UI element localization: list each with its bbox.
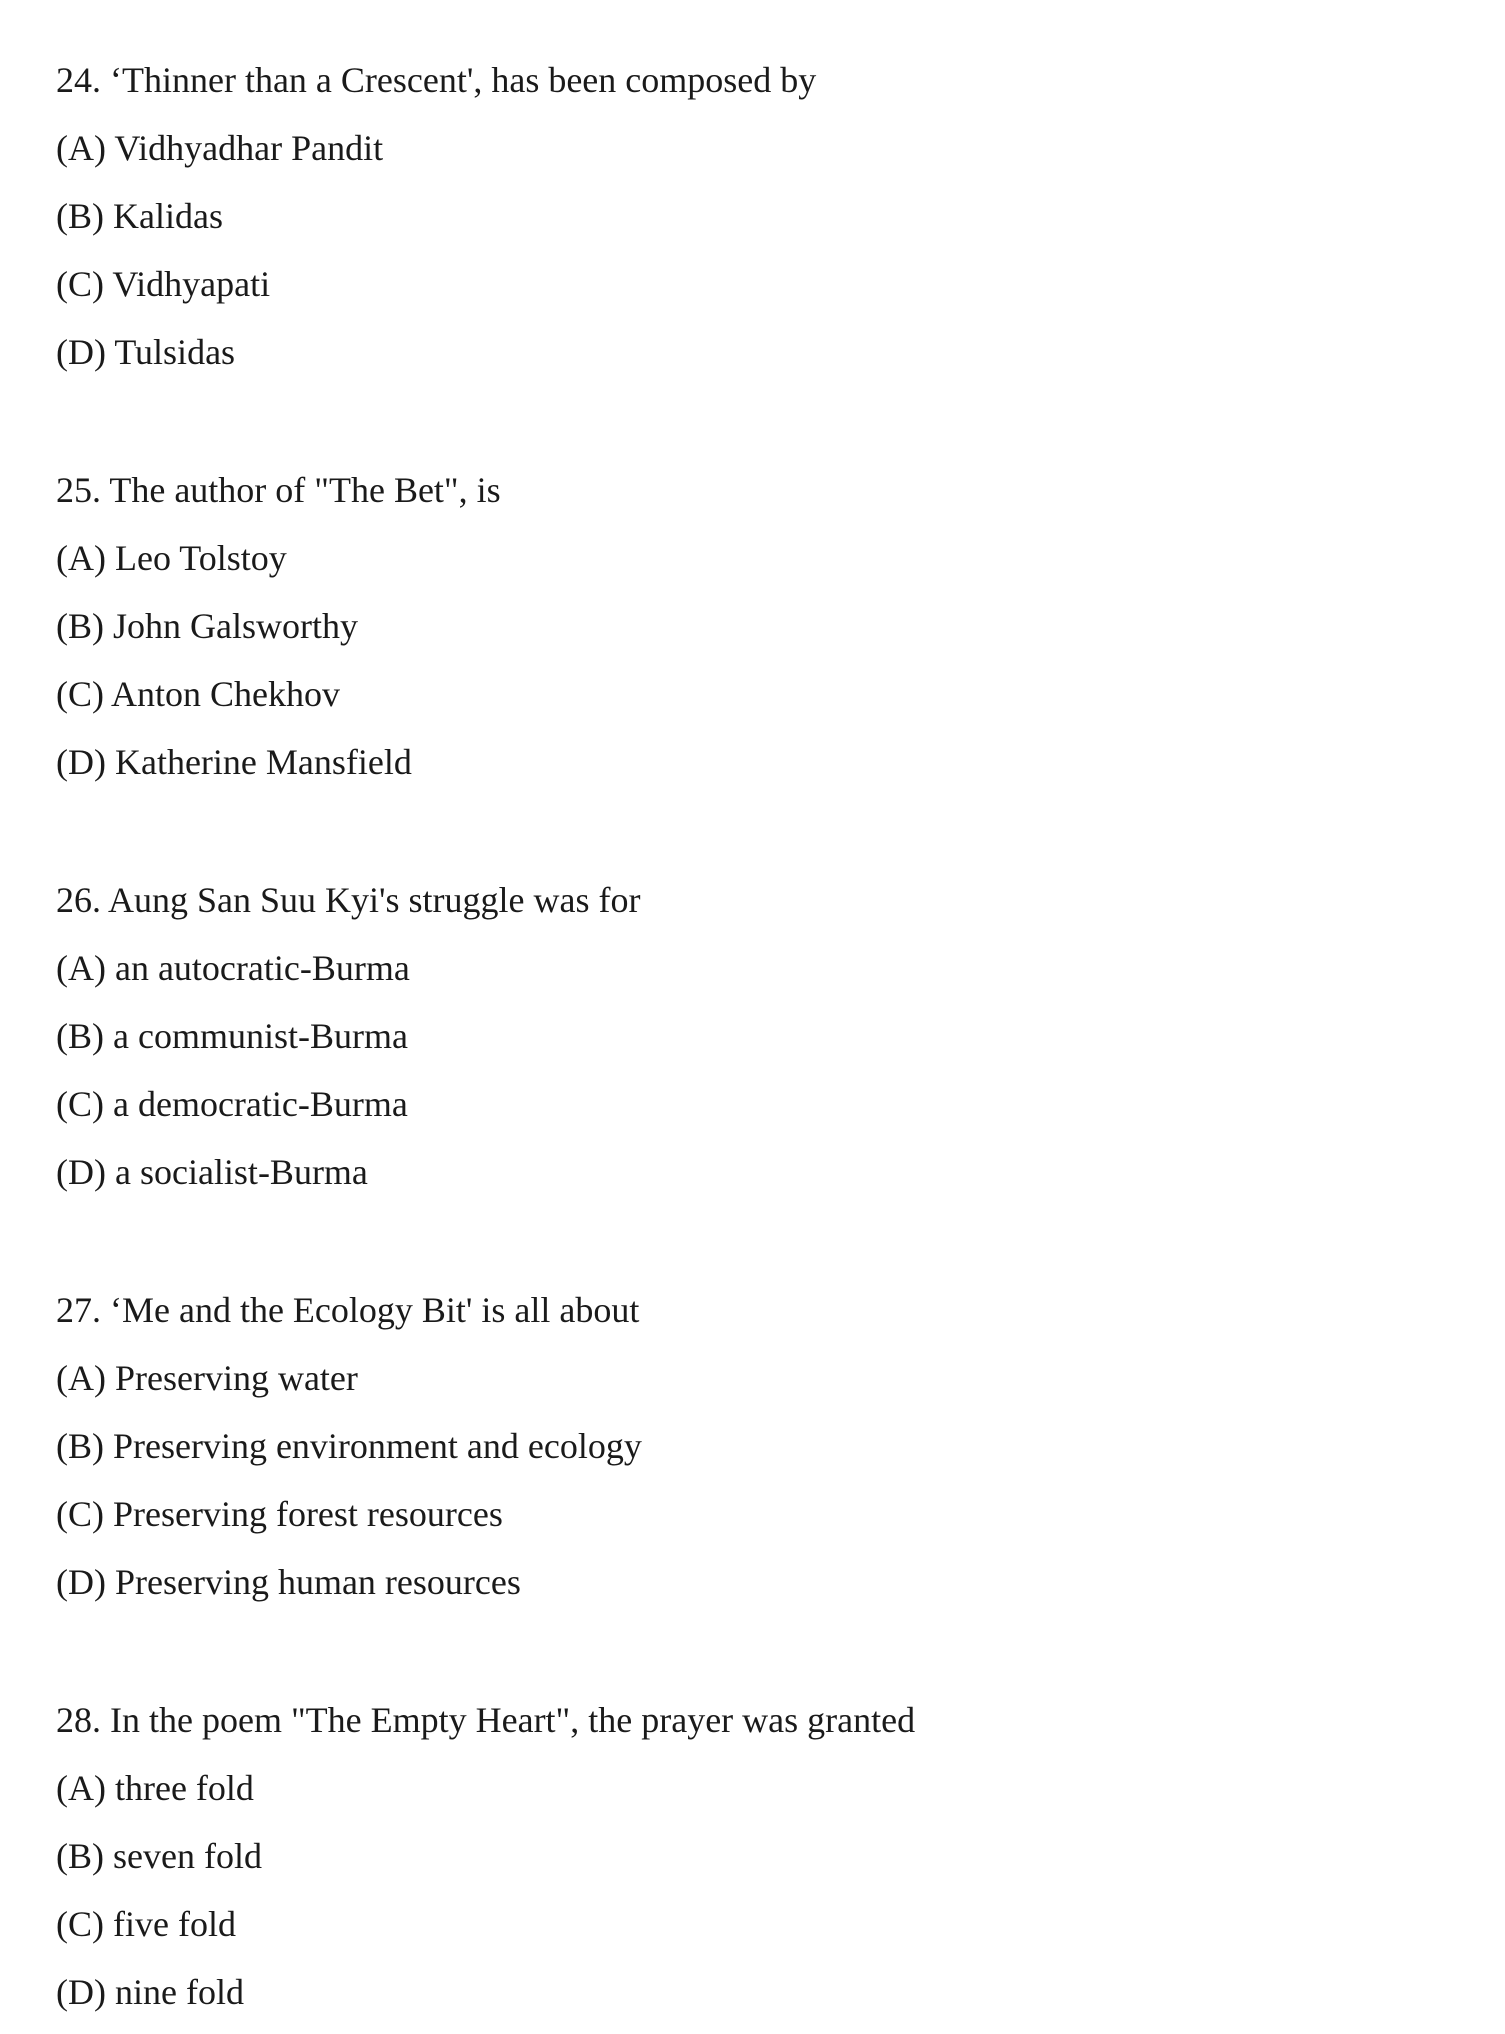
option-d: (D) Tulsidas (56, 332, 236, 372)
question-27 (56, 1276, 1456, 1616)
option-c: (C) Vidhyapati (56, 264, 271, 304)
option-a: (A) Vidhyadhar Pandit (56, 128, 384, 168)
option-a: (A) three fold (56, 1768, 254, 1808)
question-stem: 24. ‘Thinner than a Crescent', has been composed by (56, 60, 817, 100)
option-b: (B) John Galsworthy (56, 606, 358, 646)
option-d: (D) Katherine Mansfield (56, 742, 412, 782)
question-25 (56, 456, 1456, 796)
question-stem: 25. The author of "The Bet", is (56, 470, 501, 510)
option-a: (A) Preserving water (56, 1358, 358, 1398)
option-c: (C) Anton Chekhov (56, 674, 340, 714)
option-a: (A) Leo Tolstoy (56, 538, 287, 578)
question-stem: 27. ‘Me and the Ecology Bit' is all about (56, 1290, 640, 1330)
question-stem: 28. In the poem "The Empty Heart", the prayer was granted (56, 1700, 916, 1740)
question-stem: 26. Aung San Suu Kyi's struggle was for (56, 880, 641, 920)
option-d: (D) a socialist-Burma (56, 1152, 368, 1192)
option-b: (B) seven fold (56, 1836, 262, 1876)
option-a: (A) an autocratic-Burma (56, 948, 410, 988)
option-d: (D) Preserving human resources (56, 1562, 521, 1602)
option-b: (B) Preserving environment and ecology (56, 1426, 642, 1466)
option-b: (B) a communist-Burma (56, 1016, 408, 1056)
question-24 (56, 46, 1456, 386)
option-d: (D) nine fold (56, 1972, 244, 2012)
option-c: (C) five fold (56, 1904, 236, 1944)
option-b: (B) Kalidas (56, 196, 223, 236)
option-c: (C) Preserving forest resources (56, 1494, 503, 1534)
question-26 (56, 866, 1456, 1206)
question-28 (56, 1686, 1456, 2026)
option-c: (C) a democratic-Burma (56, 1084, 408, 1124)
